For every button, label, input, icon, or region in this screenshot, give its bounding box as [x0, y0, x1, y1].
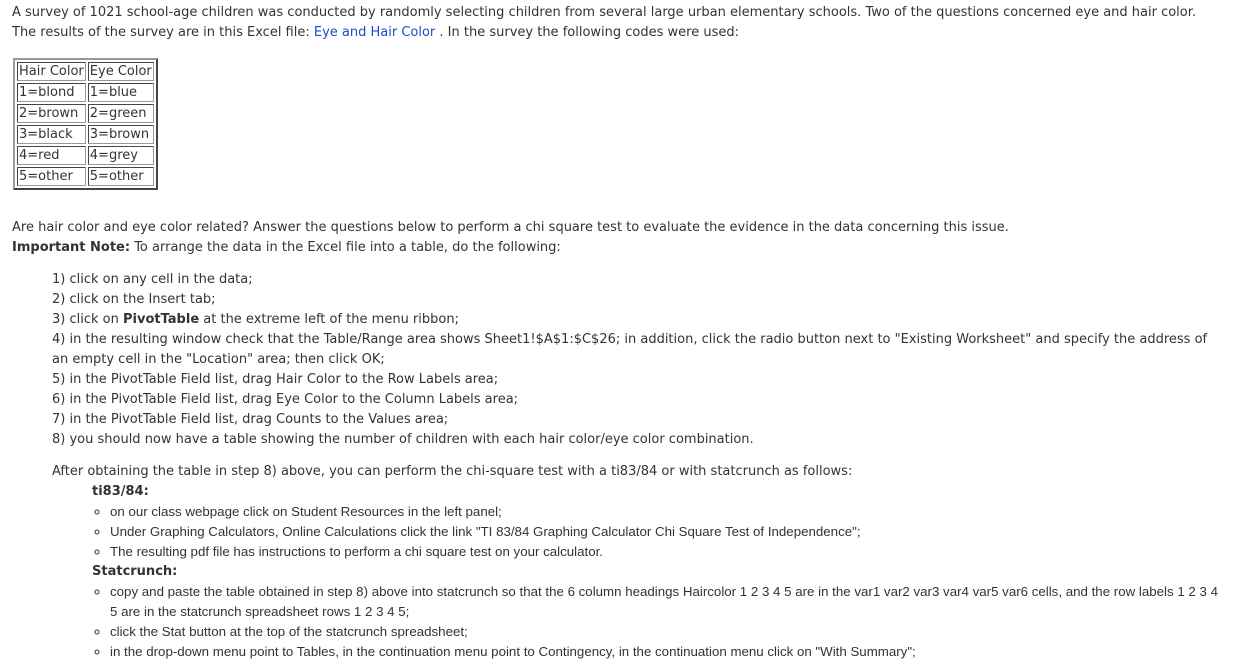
table-row: [17, 146, 154, 165]
step-item: 5) in the PivotTable Field list, drag Hair Color to the Row Labels area;: [52, 372, 499, 387]
list-item: ◦ copy and paste the table obtained in step 8) above into statcrunch so that the 6 column headings Haircolor 1 2 3 4 5 are in the var1 var2 var3 var4 var5 var6 cells, and the row labels 1 2 3 4 5 are in the statcrunch spreadsheet rows 1 2 3 4 5;: [110, 582, 1222, 622]
statcrunch-heading: Statcrunch:: [92, 564, 178, 579]
important-note-text: To arrange the data in the Excel file into a table, do the following:: [130, 240, 561, 255]
table-cell: 5=other: [88, 167, 154, 186]
table-cell: 2=brown: [17, 104, 86, 123]
table-row: [17, 125, 154, 144]
table-cell: 3=brown: [88, 125, 154, 144]
step-item: 4) in the resulting window check that the Table/Range area shows Sheet1!$A$1:$C$26; in addition, click the radio button next to "Existing Worksheet" and specify the address of an empty cell in the "Location" area; then click OK;: [52, 332, 1208, 367]
list-item: ◦ on our class webpage click on Student Resources in the left panel;: [110, 502, 1222, 522]
table-cell: 3=black: [17, 125, 86, 144]
after-text: After obtaining the table in step 8) above, you can perform the chi-square test with a ti83/84 or with statcrunch as follows:: [52, 464, 853, 479]
list-item: ◦ Under Graphing Calculators, Online Calculations click the link "TI 83/84 Graphing Calculator Chi Square Test of Independence";: [110, 522, 1222, 542]
intro-line-1: A survey of 1021 school-age children was conducted by randomly selecting children from several large urban elementary schools. Two of the questions concerned eye and hair color.: [12, 5, 1197, 20]
important-note-label: Important Note:: [12, 240, 131, 255]
step-item: [52, 310, 1222, 330]
ti-list: [92, 502, 1222, 562]
statcrunch-list: [92, 582, 1222, 662]
step-item: 7) in the PivotTable Field list, drag Counts to the Values area;: [52, 412, 449, 427]
list-item: ◦ click the Stat button at the top of the statcrunch spreadsheet;: [110, 622, 1222, 642]
step-3-text: 3) click on: [52, 312, 123, 327]
step-item: 1) click on any cell in the data;: [52, 272, 253, 287]
important-note: [12, 238, 1222, 258]
intro-text-after-link: . In the survey the following codes were used:: [435, 25, 739, 40]
step-3-rest: at the extreme left of the menu ribbon;: [199, 312, 459, 327]
intro-line-2: [12, 23, 1222, 43]
step-item: 2) click on the Insert tab;: [52, 292, 216, 307]
table-cell: 5=other: [17, 167, 86, 186]
pivot-steps-list: [12, 270, 1222, 450]
list-item: ◦ The resulting pdf file has instructions to perform a chi square test on your calculator.: [110, 542, 1222, 562]
ti-section: [12, 482, 1222, 662]
table-cell: 1=blue: [88, 83, 154, 102]
codes-table: [13, 58, 158, 190]
table-header-cell: Hair Color: [19, 64, 84, 79]
step-item: 6) in the PivotTable Field list, drag Eye Color to the Column Labels area;: [52, 392, 519, 407]
intro-text-before-link: The results of the survey are in this Excel file:: [12, 25, 314, 40]
table-row: [17, 104, 154, 123]
table-cell: 4=red: [17, 146, 86, 165]
list-item: ◦ in the drop-down menu point to Tables, in the continuation menu point to Contingency, in the continuation menu click on "With Summary";: [110, 642, 1222, 662]
step-3-bold: PivotTable: [122, 312, 200, 327]
question-text: Are hair color and eye color related? Answer the questions below to perform a chi square test to evaluate the evidence in the data concerning this issue.: [12, 220, 1009, 235]
table-cell: 2=green: [88, 104, 154, 123]
table-header-row: [17, 62, 154, 81]
table-cell: 1=blond: [17, 83, 86, 102]
step-item: 8) you should now have a table showing the number of children with each hair color/eye color combination.: [52, 432, 754, 447]
table-cell: 4=grey: [88, 146, 154, 165]
table-header-cell: Eye Color: [89, 64, 152, 79]
ti-heading: ti83/84:: [92, 484, 149, 499]
table-row: [17, 83, 154, 102]
excel-file-link[interactable]: Eye and Hair Color: [313, 25, 436, 40]
table-row: [17, 167, 154, 186]
